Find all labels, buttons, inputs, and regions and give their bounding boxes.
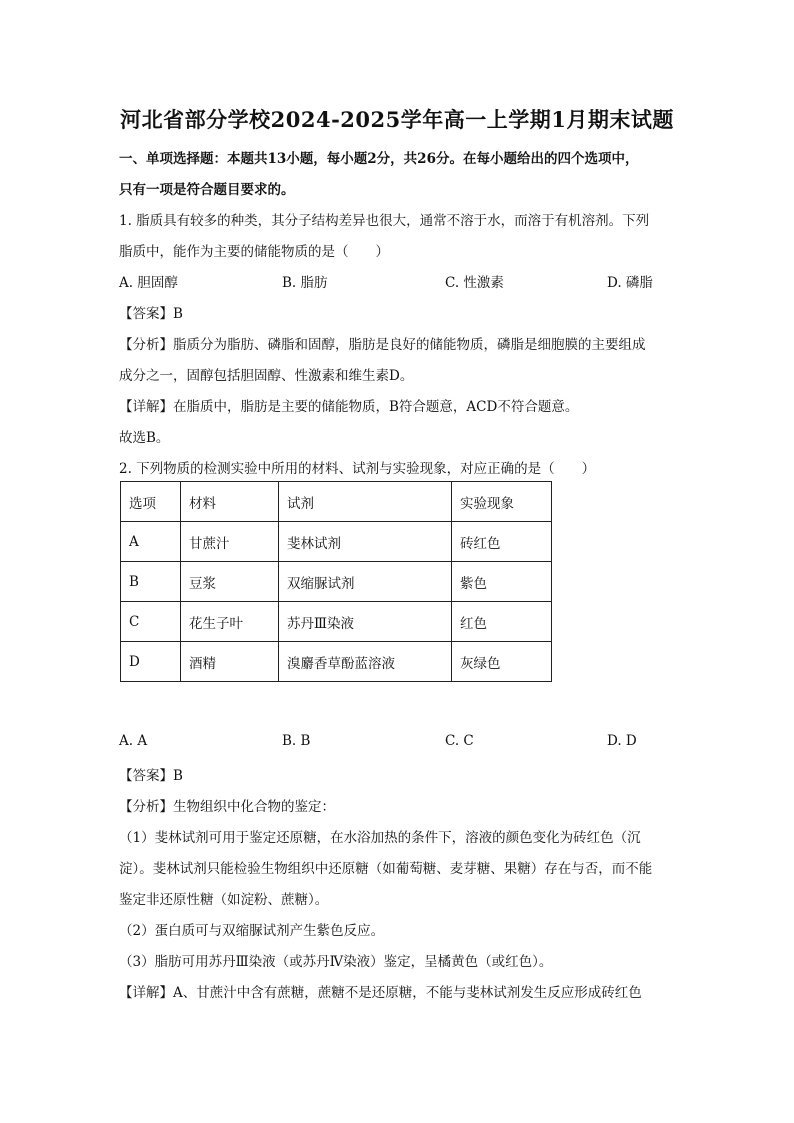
table-row [121, 642, 552, 682]
table-header-cell: 选项 [121, 482, 181, 522]
table-cell: 豆浆 [181, 562, 279, 602]
table-cell: B [121, 562, 181, 602]
q2-analysis-point-2: （2）蛋白质可与双缩脲试剂产生紫色反应。 [119, 923, 385, 939]
q2-analysis-point-1-line-1: （1）斐林试剂可用于鉴定还原糖，在水浴加热的条件下，溶液的颜色变化为砖红色（沉 [119, 830, 641, 846]
table-cell: 灰绿色 [452, 642, 552, 682]
table-cell: D [121, 642, 181, 682]
q2-stem: 2. 下列物质的检测实验中所用的材料、试剂与实验现象，对应正确的是（ ） [119, 461, 596, 477]
q2-analysis-point-3: （3）脂肪可用苏丹Ⅲ染液（或苏丹Ⅳ染液）鉴定，呈橘黄色（或红色）。 [119, 954, 553, 970]
q1-stem-line-1: 1. 脂质具有较多的种类，其分子结构差异也很大，通常不溶于水，而溶于有机溶剂。下列 [119, 213, 650, 229]
table-cell: A [121, 522, 181, 562]
table-cell: 花生子叶 [181, 602, 279, 642]
section-heading-line-1: 一、单项选择题：本题共13小题，每小题2分，共26分。在每小题给出的四个选项中， [119, 151, 639, 167]
q1-analysis-line-1: 【分析】脂质分为脂肪、磷脂和固醇，脂肪是良好的储能物质，磷脂是细胞膜的主要组成 [119, 337, 646, 353]
q1-analysis-line-2: 成分之一，固醇包括胆固醇、性激素和维生素D。 [119, 368, 414, 384]
q2-table [120, 481, 552, 682]
table-cell: 双缩脲试剂 [279, 562, 452, 602]
table-cell: 紫色 [452, 562, 552, 602]
table-row [121, 562, 552, 602]
section-heading-line-2: 只有一项是符合题目要求的。 [119, 182, 295, 198]
q1-stem-line-2: 脂质中，能作为主要的储能物质的是（ ） [119, 244, 389, 260]
q1-option-c: C. 性激素 [445, 275, 504, 291]
table-cell: 溴麝香草酚蓝溶液 [279, 642, 452, 682]
table-row [121, 522, 552, 562]
q1-detail: 【详解】在脂质中，脂肪是主要的储能物质，B符合题意，ACD不符合题意。 [119, 399, 579, 415]
table-cell: 苏丹Ⅲ染液 [279, 602, 452, 642]
page-title: 河北省部分学校2024-2025学年高一上学期1月期末试题 [120, 107, 674, 132]
q2-analysis-point-1-line-2: 淀）。斐林试剂只能检验生物组织中还原糖（如葡萄糖、麦芽糖、果糖）存在与否，而不能 [119, 861, 653, 877]
q1-option-a: A. 胆固醇 [119, 275, 178, 291]
table-header-row [121, 482, 552, 522]
table-row [121, 602, 552, 642]
q2-analysis-point-1-line-3: 鉴定非还原性糖（如淀粉、蔗糖）。 [119, 892, 329, 908]
table-cell: 酒精 [181, 642, 279, 682]
table-cell: 甘蔗汁 [181, 522, 279, 562]
q2-analysis-title: 【分析】生物组织中化合物的鉴定： [119, 799, 335, 815]
table-header-cell: 材料 [181, 482, 279, 522]
q2-option-b: B. B [282, 733, 311, 749]
q2-option-a: A. A [119, 733, 148, 749]
table-cell: 斐林试剂 [279, 522, 452, 562]
table-cell: 砖红色 [452, 522, 552, 562]
q2-option-c: C. C [445, 733, 474, 749]
table-cell: 红色 [452, 602, 552, 642]
table-header-cell: 实验现象 [452, 482, 552, 522]
q2-detail: 【详解】A、甘蔗汁中含有蔗糖，蔗糖不是还原糖，不能与斐林试剂发生反应形成砖红色 [119, 985, 642, 1001]
q2-answer: 【答案】B [119, 768, 183, 784]
table-cell: C [121, 602, 181, 642]
q2-option-d: D. D [607, 733, 637, 749]
q1-answer: 【答案】B [119, 306, 183, 322]
q1-option-d: D. 磷脂 [607, 275, 653, 291]
q1-conclusion: 故选B。 [119, 430, 170, 446]
table-header-cell: 试剂 [279, 482, 452, 522]
q1-option-b: B. 脂肪 [282, 275, 328, 291]
